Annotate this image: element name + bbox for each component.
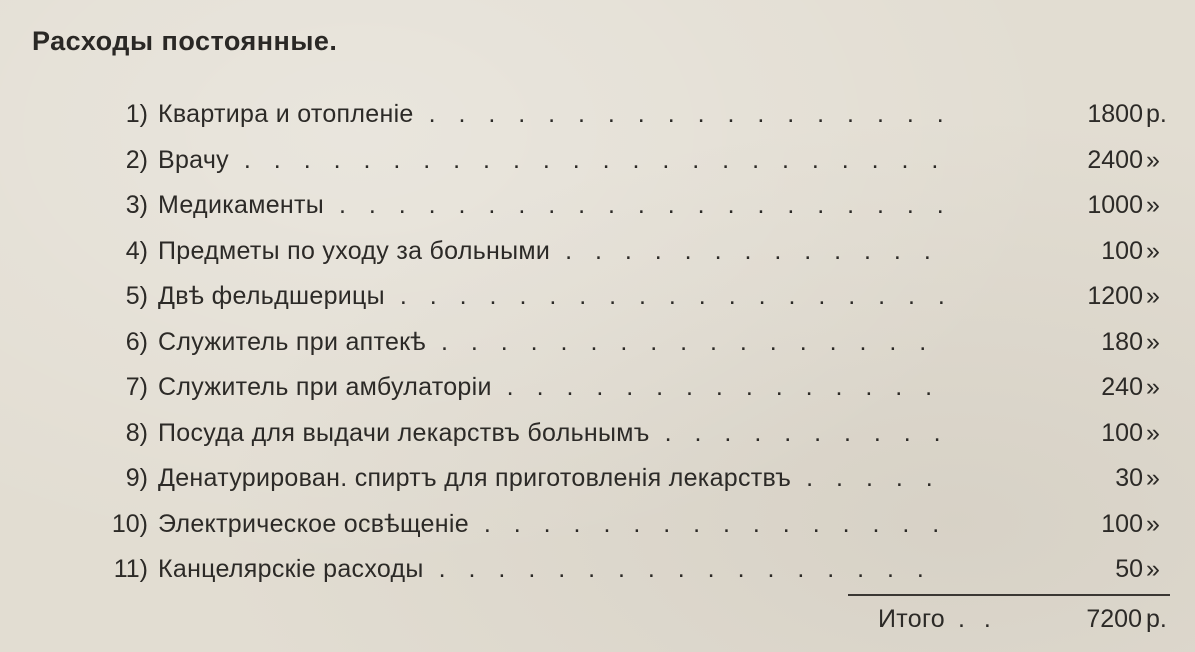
expense-row bbox=[0, 183, 1195, 229]
item-unit: » bbox=[1146, 509, 1160, 538]
item-label: Врачу . . . bbox=[158, 138, 945, 184]
item-unit: » bbox=[1146, 282, 1160, 310]
item-number: 9) bbox=[125, 464, 148, 492]
item-number: 1) bbox=[125, 100, 148, 128]
expense-row bbox=[0, 456, 1195, 502]
expense-list bbox=[0, 92, 1195, 593]
section-heading: Расходы постоянные. bbox=[32, 26, 338, 56]
item-label: Двѣ фельдшерицы . . . bbox=[158, 274, 945, 320]
item-number: 10) bbox=[111, 509, 148, 538]
item-unit: » bbox=[1146, 145, 1160, 174]
item-number: 3) bbox=[125, 191, 148, 219]
item-amount: 100 bbox=[1101, 236, 1143, 265]
item-number: 2) bbox=[125, 145, 148, 174]
item-amount: 1200 bbox=[1087, 282, 1143, 310]
expense-row bbox=[0, 320, 1195, 366]
item-label: Квартира и отопленіе . . . bbox=[158, 92, 945, 138]
expense-row bbox=[0, 411, 1195, 457]
item-label: Электрическое освѣщеніе . . . bbox=[158, 502, 945, 548]
item-unit: » bbox=[1146, 464, 1160, 492]
item-unit: » bbox=[1146, 373, 1160, 401]
item-label: Служитель при аптекѣ . . . bbox=[158, 320, 945, 366]
item-label: Медикаменты . . . bbox=[158, 183, 945, 229]
item-amount: 100 bbox=[1101, 418, 1143, 447]
item-unit: » bbox=[1146, 418, 1160, 447]
expense-row bbox=[0, 365, 1195, 411]
expense-row bbox=[0, 92, 1195, 138]
item-unit: » bbox=[1146, 327, 1160, 356]
item-label: Канцелярскіе расходы . . . bbox=[158, 547, 945, 593]
item-amount: 30 bbox=[1115, 464, 1143, 492]
item-unit: » bbox=[1146, 236, 1160, 265]
item-unit: р. bbox=[1146, 100, 1167, 128]
item-number: 8) bbox=[125, 418, 148, 447]
item-amount: 1800 bbox=[1087, 100, 1143, 128]
total-unit: р. bbox=[1146, 605, 1167, 633]
item-amount: 1000 bbox=[1087, 191, 1143, 219]
total-amount: 7200 bbox=[1086, 605, 1142, 633]
expense-row bbox=[0, 229, 1195, 275]
expense-row bbox=[0, 547, 1195, 593]
item-label: Посуда для выдачи лекарствъ больнымъ . . . bbox=[158, 411, 945, 457]
item-number: 11) bbox=[113, 555, 148, 583]
expense-row bbox=[0, 138, 1195, 184]
item-amount: 240 bbox=[1101, 373, 1143, 401]
item-amount: 2400 bbox=[1087, 145, 1143, 174]
item-unit: » bbox=[1146, 555, 1160, 583]
item-number: 4) bbox=[125, 236, 148, 265]
item-amount: 100 bbox=[1101, 509, 1143, 538]
item-number: 5) bbox=[125, 282, 148, 310]
item-number: 7) bbox=[125, 373, 148, 401]
item-label: Предметы по уходу за больными . . . bbox=[158, 229, 945, 275]
item-label: Служитель при амбулаторіи . . . bbox=[158, 365, 945, 411]
item-number: 6) bbox=[125, 327, 148, 356]
item-amount: 180 bbox=[1101, 327, 1143, 356]
total-label: Итого . . bbox=[878, 596, 997, 642]
item-label: Денатурирован. спиртъ для приготовленія лекарствъ . . . bbox=[158, 456, 945, 502]
expense-row bbox=[0, 274, 1195, 320]
expense-row bbox=[0, 502, 1195, 548]
item-amount: 50 bbox=[1115, 555, 1143, 583]
item-unit: » bbox=[1146, 191, 1160, 219]
